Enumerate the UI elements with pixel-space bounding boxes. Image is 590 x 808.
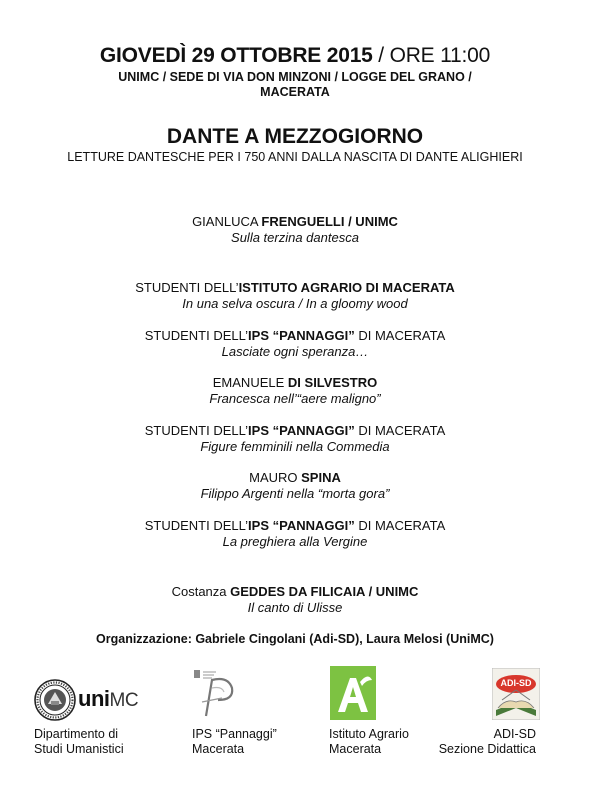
date-separator: / [372,44,390,67]
speaker-name: GIANLUCA FRENGUELLI / UNIMC [192,214,398,229]
speaker-name: EMANUELE DI SILVESTRO [212,375,378,390]
unimc-wordmark: uniMC [78,686,139,711]
program-entry [0,584,590,616]
speaker-name: STUDENTI DELL’IPS “PANNAGGI” DI MACERATA [144,328,446,343]
program-entry [0,518,590,550]
program-entry [0,470,590,502]
university-seal-icon [34,679,76,721]
talk-title: La preghiera alla Vergine [222,534,368,549]
organizers-line: Organizzazione: Gabriele Cingolani (Adi-SD), Laura Melosi (UniMC) [96,632,494,646]
speaker-name: STUDENTI DELL’ISTITUTO AGRARIO DI MACERATA [135,280,455,295]
agrario-logo [330,666,376,720]
speaker-name: MAURO SPINA [249,470,341,485]
talk-title: Francesca nell’“aere maligno” [209,391,381,406]
event-date: GIOVEDÌ 29 OTTOBRE 2015 [99,44,373,67]
adisd-badge: ADI-SD [500,678,532,688]
talk-title: In una selva oscura / In a gloomy wood [182,296,408,311]
date-time-line [0,44,590,68]
program-entry [0,328,590,360]
unimc-logo [34,678,139,722]
speaker-name: STUDENTI DELL’IPS “PANNAGGI” DI MACERATA [144,423,446,438]
adi-sd-book-icon [492,668,540,720]
speaker-name: STUDENTI DELL’IPS “PANNAGGI” DI MACERATA [144,518,446,533]
program-entry [0,423,590,455]
talk-title: Sulla terzina dantesca [231,230,359,245]
venue-line-2: MACERATA [260,85,330,99]
venue-line-1: UNIMC / SEDE DI VIA DON MINZONI / LOGGE DEL GRANO / [118,70,472,84]
ips-caption: IPS “Pannaggi” Macerata [192,727,277,756]
program-entry [0,214,590,246]
unimc-caption: Dipartimento di Studi Umanistici [34,727,124,756]
istituto-agrario-logo-icon [330,666,376,720]
adisd-logo [492,668,540,720]
ips-logo [192,668,244,720]
talk-title: Figure femminili nella Commedia [200,439,390,454]
program-entry [0,375,590,407]
talk-title: Filippo Argenti nella “morta gora” [200,486,390,501]
speaker-name: Costanza GEDDES DA FILICAIA / UNIMC [171,584,419,599]
event-subtitle: LETTURE DANTESCHE PER I 750 ANNI DALLA NASCITA DI DANTE ALIGHIERI [67,150,523,164]
talk-title: Il canto di Ulisse [247,600,343,615]
event-time: ORE 11:00 [389,44,491,67]
agrario-caption: Istituto Agrario Macerata [329,727,409,756]
event-title: DANTE A MEZZOGIORNO [166,125,424,148]
talk-title: Lasciate ogni speranza… [221,344,369,359]
program-entry [0,280,590,312]
adisd-caption: ADI-SD Sezione Didattica [438,727,536,756]
ips-pannaggi-logo-icon [192,668,244,720]
